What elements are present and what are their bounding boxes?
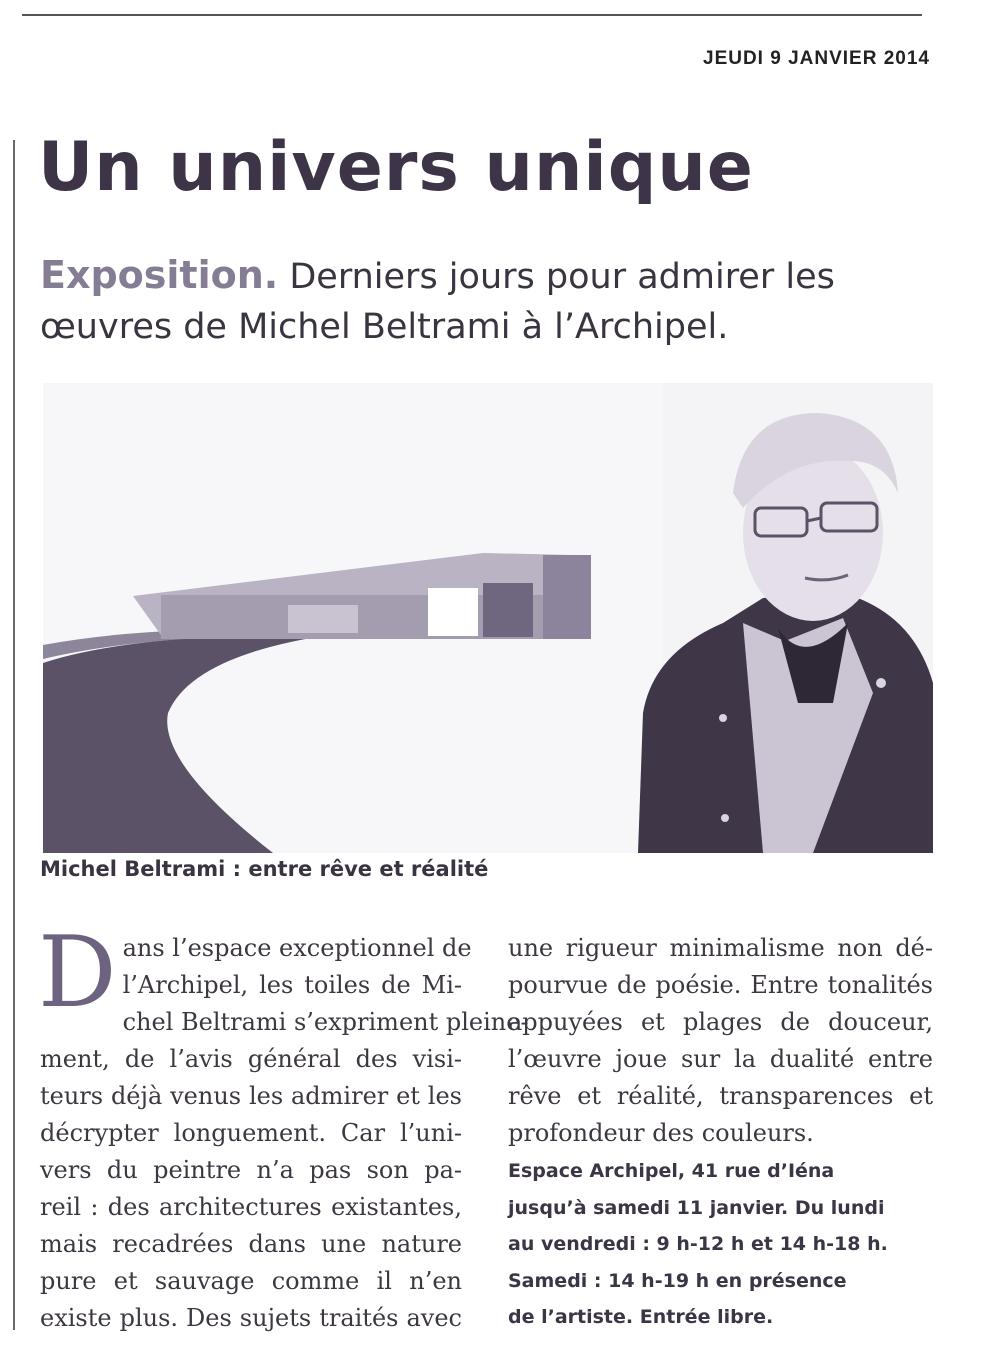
headline: Un univers unique bbox=[38, 128, 754, 207]
painting-building-opening bbox=[428, 588, 478, 636]
deck bbox=[40, 250, 940, 352]
painting-building-dark bbox=[483, 583, 533, 637]
drop-cap: D bbox=[38, 916, 117, 1030]
info-line: au vendredi : 9 h-12 h et 14 h-18 h. bbox=[508, 1233, 888, 1255]
deck-kicker: Exposition. bbox=[40, 253, 279, 297]
article-line: reil : des architectures existantes, bbox=[40, 1193, 462, 1221]
painting-building-window bbox=[288, 605, 358, 633]
article-line: l’œuvre joue sur la dualité entre bbox=[508, 1045, 933, 1073]
article-line: pourvue de poésie. Entre tonalités bbox=[508, 971, 933, 999]
article-line: existe plus. Des sujets traités avec bbox=[40, 1304, 462, 1332]
article-photo bbox=[43, 383, 933, 853]
portrait-button bbox=[721, 814, 729, 822]
info-line: de l’artiste. Entrée libre. bbox=[508, 1306, 774, 1328]
article-line: ment, de l’avis général des visi- bbox=[40, 1045, 462, 1073]
practical-info bbox=[508, 1153, 933, 1336]
info-line: jusqu’à samedi 11 janvier. Du lundi bbox=[508, 1196, 885, 1219]
info-line: Espace Archipel, 41 rue d’Iéna bbox=[508, 1160, 835, 1182]
info-line: Samedi : 14 h-19 h en présence bbox=[508, 1269, 847, 1292]
photo-caption: Michel Beltrami : entre rêve et réalité bbox=[40, 857, 489, 881]
top-rule bbox=[22, 14, 922, 16]
article-line: rêve et réalité, transparences et bbox=[508, 1082, 933, 1110]
article-line: teurs déjà venus les admirer et les bbox=[40, 1082, 462, 1110]
issue-date: JEUDI 9 JANVIER 2014 bbox=[703, 48, 930, 69]
article-line: ans l’espace exceptionnel de bbox=[122, 934, 472, 962]
article-line: pure et sauvage comme il n’en bbox=[40, 1267, 462, 1295]
article-column-right bbox=[508, 930, 933, 1152]
article-line: profondeur des couleurs. bbox=[508, 1119, 814, 1147]
article-line: vers du peintre n’a pas son pa- bbox=[40, 1156, 462, 1184]
portrait-button bbox=[876, 678, 886, 688]
article-line: décrypter longuement. Car l’uni- bbox=[40, 1119, 462, 1147]
article-line: mais recadrées dans une nature bbox=[40, 1230, 462, 1258]
article-line: appuyées et plages de douceur, bbox=[508, 1008, 933, 1036]
article-line: chel Beltrami s’expriment pleine- bbox=[122, 1008, 529, 1036]
article-line: l’Archipel, les toiles de Mi- bbox=[122, 971, 462, 999]
deck-text: Derniers jours pour admirer les œuvres de Michel Beltrami à l’Archipel. bbox=[40, 257, 835, 347]
painting-building-block bbox=[543, 555, 591, 639]
left-rule bbox=[13, 140, 15, 1330]
painting-and-portrait-image bbox=[43, 383, 933, 853]
article-column-left bbox=[38, 916, 529, 1337]
portrait-button bbox=[719, 714, 727, 722]
article-line: une rigueur minimalisme non dé- bbox=[508, 934, 933, 962]
